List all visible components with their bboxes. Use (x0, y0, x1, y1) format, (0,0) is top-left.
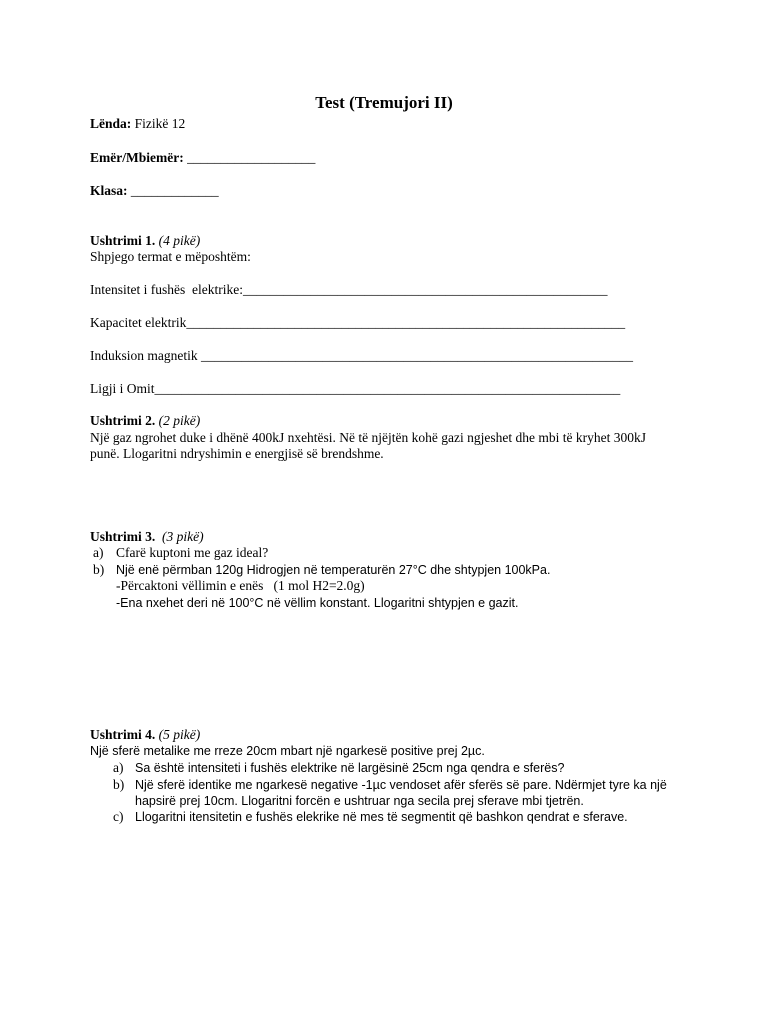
exercise-2-title: Ushtrimi 2. (90, 413, 156, 428)
subject-value: Fizikë 12 (131, 116, 186, 131)
name-label: Emër/Mbiemër: (90, 150, 184, 165)
exercise-3-a-text: Cfarë kuptoni me gaz ideal? (116, 545, 269, 560)
term-line-3: Induksion magnetik ________________________________________________________________ (90, 348, 633, 363)
exercise-3-a-label: a) (93, 545, 104, 560)
exercise-1-intro: Shpjego termat e mëposhtëm: (90, 249, 251, 264)
exercise-3-title: Ushtrimi 3. (90, 529, 156, 544)
subject-line (90, 116, 185, 132)
term-line-4: Ligji i Omit_____________________________________________________________________ (90, 381, 621, 396)
term-line-2: Kapacitet elektrik_________________________________________________________________ (90, 315, 626, 330)
class-label: Klasa: (90, 183, 128, 198)
exercise-1-title: Ushtrimi 1. (90, 233, 156, 248)
exercise-1-points: (4 pikë) (155, 233, 201, 248)
exercise-4-a-text: Sa është intensiteti i fushës elektrike në largësinë 25cm nga qendra e sferës? (135, 761, 565, 775)
exercise-3-b-line-3: -Ena nxehet deri në 100°C në vëllim konstant. Llogaritni shtypjen e gazit. (116, 596, 519, 610)
subject-label: Lënda: (90, 116, 132, 131)
exercise-2-heading (90, 413, 200, 429)
class-line (90, 183, 219, 199)
term-line-1: Intensitet i fushës elektrike:______________________________________________________ (90, 282, 608, 297)
exercise-2-text-line-1: Një gaz ngrohet duke i dhënë 400kJ nxehtësi. Në të njëjtën kohë gazi ngjeshet dhe mbi të kryhet 300kJ (90, 430, 646, 445)
exercise-4-heading (90, 727, 200, 743)
exercise-4-intro: Një sferë metalike me rreze 20cm mbart një ngarkesë positive prej 2µc. (90, 744, 485, 758)
name-blank: ___________________ (183, 150, 316, 165)
exercise-3-heading (90, 529, 204, 545)
exercise-4-points: (5 pikë) (155, 727, 201, 742)
name-line (90, 150, 315, 166)
exercise-4-b-line-2: hapsirë prej 10cm. Llogaritni forcën e ushtruar nga secila prej sferave mbi tjetrën. (135, 794, 584, 808)
exercise-4-b-text: Një sferë identike me ngarkesë negative -1µc vendoset afër sferës së pare. Ndërmjet tyre ka një (135, 778, 667, 792)
page-title: Test (Tremujori II) (315, 93, 453, 112)
exercise-4-c-text: Llogaritni itensitetin e fushës elekrike në mes të segmentit që bashkon qendrat e sferave. (135, 810, 628, 824)
exercise-3-points: (3 pikë) (155, 529, 204, 544)
exercise-2-text-line-2: punë. Llogaritni ndryshimin e energjisë së brendshme. (90, 446, 384, 461)
exercise-4-title: Ushtrimi 4. (90, 727, 156, 742)
exercise-4-b-label: b) (113, 777, 125, 792)
exercise-1-heading (90, 233, 200, 249)
exercise-4-a-label: a) (113, 760, 124, 775)
class-blank: _____________ (127, 183, 219, 198)
exercise-2-points: (2 pikë) (155, 413, 201, 428)
exercise-3-b-line-2: -Përcaktoni vëllimin e enës (1 mol H2=2.0g) (116, 578, 365, 593)
exercise-3-b-text: Një enë përmban 120g Hidrogjen në temperaturën 27°C dhe shtypjen 100kPa. (116, 563, 551, 577)
exercise-4-c-label: c) (113, 809, 124, 824)
exercise-3-b-label: b) (93, 562, 105, 577)
